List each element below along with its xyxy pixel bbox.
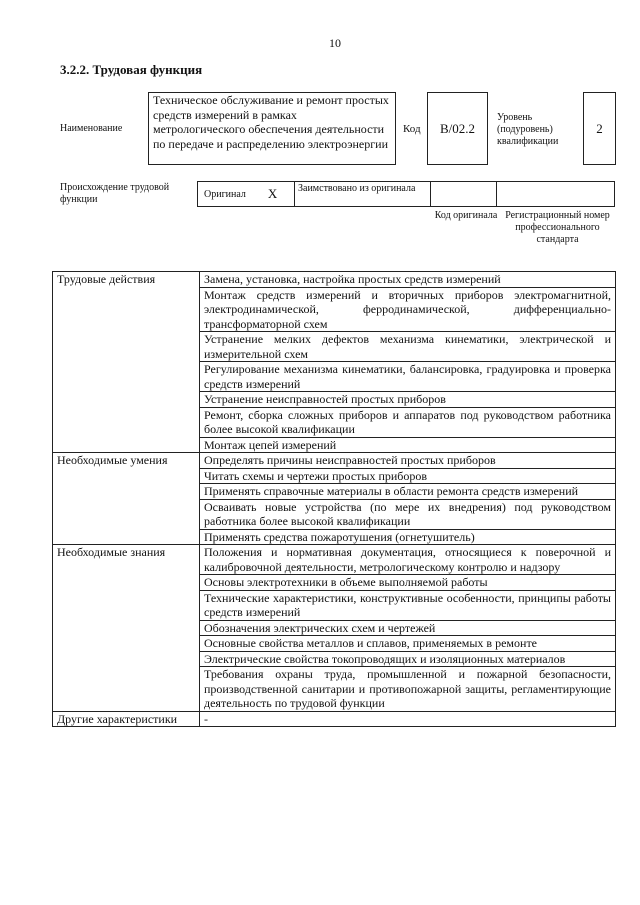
table-cell: Электрические свойства токопроводящих и изоляционных материалов [200, 651, 616, 667]
table-cell: Замена, установка, настройка простых средств измерений [200, 272, 616, 288]
section-heading: Необходимые знания [53, 545, 200, 712]
reg-caption: Регистрационный номер профессионального стандарта [505, 210, 610, 245]
code-label: Код [403, 123, 421, 135]
table-row [53, 272, 616, 288]
table-cell: Применять средства пожаротушения (огнетушитель) [200, 529, 616, 545]
table-cell: Основы электротехники в объеме выполняемой работы [200, 575, 616, 591]
section-heading: Необходимые умения [53, 453, 200, 545]
table-cell: Устранение неисправностей простых приборов [200, 392, 616, 408]
table-cell: Определять причины неисправностей простых приборов [200, 453, 616, 469]
table-cell: Монтаж средств измерений и вторичных приборов электромагнитной, электродинамической, ферродинамической, дифференциально-трансформаторной схем [200, 287, 616, 332]
origin-code-cell [431, 182, 497, 206]
level-label: Уровень (подуровень) квалификации [497, 112, 559, 147]
table-cell: Требования охраны труда, промышленной и пожарной безопасности, производственной санитарии и противопожарной защиты, регламентирующие деятельность по трудовой функции [200, 667, 616, 712]
origin-reg-cell [497, 182, 614, 206]
code-value-box: B/02.2 [427, 92, 488, 165]
name-label: Наименование [60, 123, 123, 134]
level-value-box: 2 [583, 92, 616, 165]
function-table [52, 271, 616, 727]
table-cell: Обозначения электрических схем и чертежей [200, 620, 616, 636]
page-number: 10 [329, 36, 341, 50]
table-row [53, 545, 616, 575]
table-cell: Основные свойства металлов и сплавов, применяемых в ремонте [200, 636, 616, 652]
table-cell: Ремонт, сборка сложных приборов и аппаратов под руководством работника более высокой квалификации [200, 407, 616, 437]
table-row [53, 453, 616, 469]
borrowed-label: Заимствовано из оригинала [295, 182, 431, 206]
table-cell: - [200, 711, 616, 727]
table-cell: Монтаж цепей измерений [200, 437, 616, 453]
original-mark: X [267, 186, 278, 201]
origin-row [197, 181, 615, 207]
table-cell: Читать схемы и чертежи простых приборов [200, 468, 616, 484]
origin-original-cell [198, 182, 295, 206]
table-row [53, 711, 616, 727]
table-cell: Осваивать новые устройства (по мере их внедрения) под руководством работника более высокой квалификации [200, 499, 616, 529]
table-cell: Устранение мелких дефектов механизма кинематики, электрической и измерительной схем [200, 332, 616, 362]
table-cell: Технические характеристики, конструктивные особенности, принципы работы средств измерений [200, 590, 616, 620]
function-name-box: Техническое обслуживание и ремонт простых средств измерений в рамках метрологического обеспечения деятельности по передаче и распределению электроэнергии [148, 92, 396, 165]
table-cell: Положения и нормативная документация, относящиеся к поверочной и калибровочной деятельности, метрологическому контролю и надзору [200, 545, 616, 575]
table-cell: Регулирование механизма кинематики, балансировка, градуировка и проверка средств измерений [200, 362, 616, 392]
original-label: Оригинал [204, 188, 246, 200]
section-heading: Трудовые действия [53, 272, 200, 453]
section-title: 3.2.2. Трудовая функция [60, 62, 203, 77]
table-cell: Применять справочные материалы в области ремонта средств измерений [200, 484, 616, 500]
section-heading: Другие характеристики [53, 711, 200, 727]
origin-label: Происхождение трудовой функции [60, 182, 170, 205]
code-caption: Код оригинала [434, 210, 498, 221]
